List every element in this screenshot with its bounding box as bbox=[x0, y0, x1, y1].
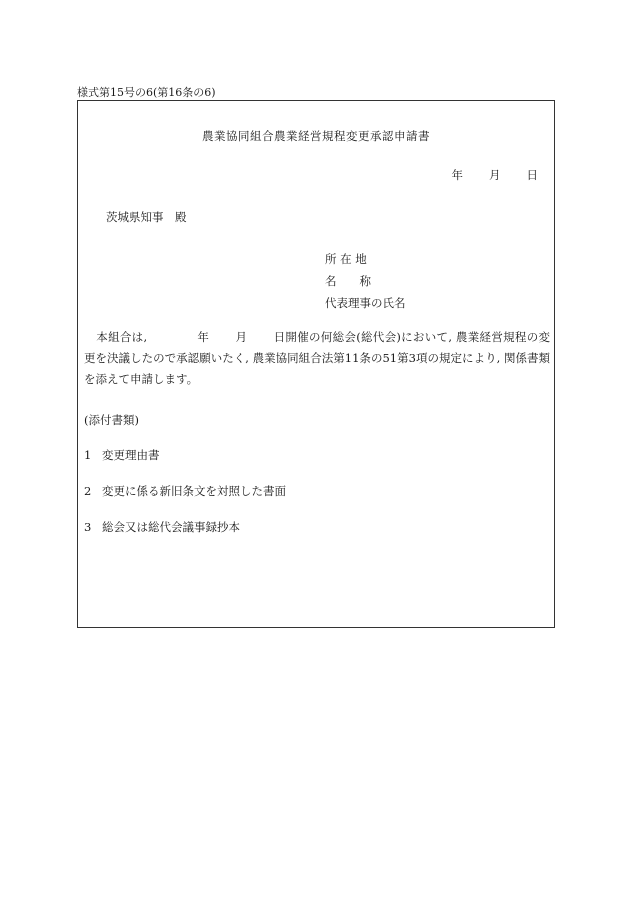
attachment-number: 2 bbox=[84, 484, 92, 498]
form-title: 農業協同組合農業経営規程変更承認申請書 bbox=[202, 129, 430, 143]
application-form bbox=[77, 100, 555, 628]
body-year: 年 bbox=[197, 330, 210, 344]
attachment-number: 1 bbox=[84, 448, 92, 462]
date-line bbox=[452, 167, 539, 183]
body-rest: 日開催の何総会(総代会)において, 農業経営規程の変更を決議したので承認願いたく, 農業協同組合法第11条の51第3項の規定により, 関係書類を添えて申請します。 bbox=[84, 330, 550, 386]
attachment-text: 総会又は総代会議事録抄本 bbox=[102, 520, 240, 534]
date-month: 月 bbox=[489, 168, 501, 182]
attachment-number: 3 bbox=[84, 520, 92, 534]
applicant-representative-label: 代表理事の氏名 bbox=[325, 296, 406, 310]
attachment-text: 変更理由書 bbox=[102, 448, 160, 462]
applicant-block bbox=[325, 248, 406, 314]
form-number: 様式第15号の6(第16条の6) bbox=[77, 86, 216, 99]
applicant-location-label: 所 在 地 bbox=[325, 252, 367, 266]
attachment-item bbox=[84, 519, 240, 535]
application-body bbox=[84, 327, 550, 390]
attachment-item bbox=[84, 447, 160, 463]
attachment-item bbox=[84, 483, 286, 499]
body-month: 月 bbox=[235, 330, 248, 344]
addressee: 茨城県知事 殿 bbox=[106, 210, 187, 224]
attachments-heading: (添付書類) bbox=[84, 413, 139, 427]
date-year: 年 bbox=[451, 168, 463, 182]
attachment-text: 変更に係る新旧条文を対照した書面 bbox=[102, 484, 286, 498]
applicant-name-label: 名 称 bbox=[325, 274, 371, 288]
body-lead: 本組合は, bbox=[96, 330, 148, 344]
date-day: 日 bbox=[526, 168, 538, 182]
